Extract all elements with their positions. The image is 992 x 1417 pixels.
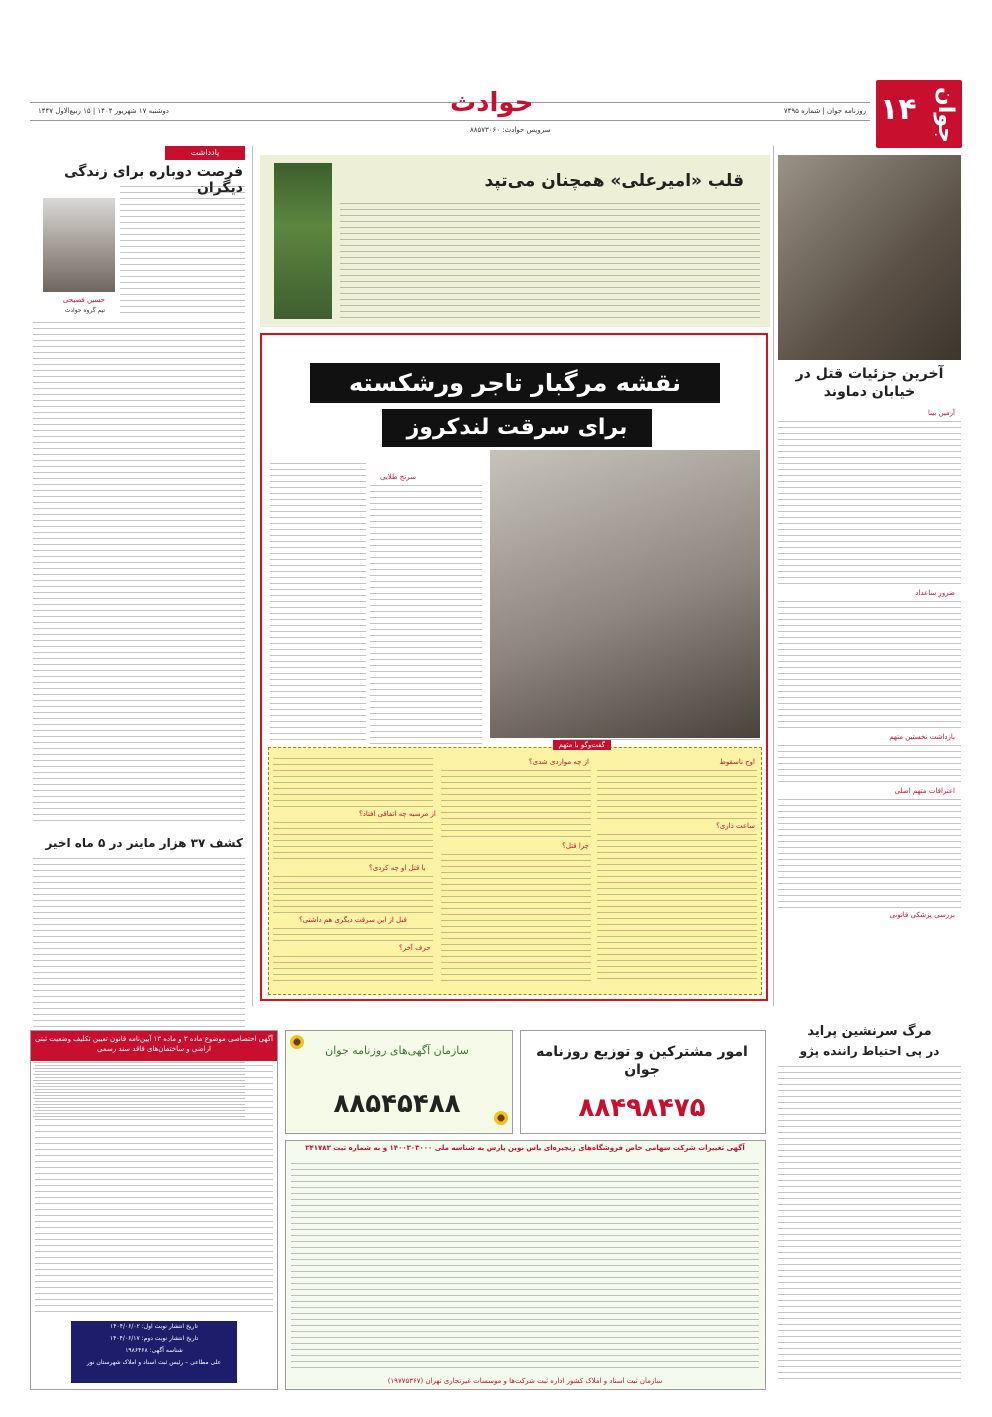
bottom-right-body [778, 1066, 961, 1381]
answer-8 [273, 928, 433, 942]
sunflower-icon-2 [494, 1111, 508, 1125]
bottom-right-title-2: در پی احتیاط راننده پژو [799, 1044, 940, 1058]
land-ad-foot-4: علی مطاعی – رئیس ثبت اسناد و املاک شهرستان نور [86, 1359, 222, 1366]
ads-org-title: سازمان آگهی‌های روزنامه جوان [325, 1044, 469, 1057]
boy-photo [274, 163, 332, 319]
section-title: حوادث [450, 88, 534, 118]
service-phone: سرویس حوادث: ۸۸۵۷۳۰۶۰ [470, 126, 551, 134]
top-story-body [340, 203, 760, 319]
answer-4 [441, 854, 591, 984]
court-photo [490, 450, 760, 738]
logo: جوان [933, 87, 958, 143]
author-photo [43, 198, 115, 292]
land-ad-foot-2: تاریخ انتشار نوبت دوم: ۱۴۰۴/۰۶/۱۷ [109, 1335, 199, 1342]
right-sub-1: ضرورِ ساعداد [915, 589, 955, 597]
land-ad-body [35, 1065, 273, 1315]
right-body-1 [778, 421, 961, 586]
land-ad-footer [71, 1321, 237, 1383]
main-body-col3 [370, 485, 482, 745]
right-body-2 [778, 601, 961, 731]
top-story-title: قلب «امیرعلی» همچنان می‌تپد [484, 171, 744, 191]
miner-news-title: کشف ۳۷ هزار ماینر در ۵ ماه اخیر [45, 836, 243, 850]
company-ad-body [291, 1163, 759, 1373]
issue-line: روزنامه جوان | شماره ۷۴۹۵ [783, 107, 866, 115]
interview-tag: گفت‌وگو با متهم [553, 740, 611, 750]
q3: از چه مواردی شدی؟ [528, 758, 589, 766]
q7: قبل از این سرقت دیگری هم داشتی؟ [299, 916, 407, 924]
right-story-title: آخرین جزئیات قتل در خیابان دماوند [795, 366, 944, 400]
bottom-right-story [778, 1020, 961, 1390]
subscribers-ad-phone: ۸۸۴۹۸۴۷۵ [578, 1093, 706, 1123]
right-sub-2: بازداشت نخستین متهم [889, 733, 955, 741]
top-story [260, 155, 770, 327]
right-body-4 [778, 799, 961, 909]
date-line: دوشنبه ۱۷ شهریور ۱۴۰۴ | ۱۵ ربیع‌الاول ۱۴۴۷ [38, 107, 169, 115]
answer-7 [273, 876, 433, 914]
main-body-col2 [270, 463, 366, 745]
ads-org-phone: ۸۸۵۴۵۴۸۸ [333, 1089, 461, 1119]
right-sub-4: بررسی پزشکی قانونی [889, 911, 955, 919]
suspect-photo [778, 155, 961, 360]
main-title-line-1: نقشه مرگبار تاجر ورشکسته [348, 369, 681, 397]
interview-box [268, 741, 762, 995]
land-ad-foot-3: شناسه آگهی: ۱۹۸۶۴۶۸ [125, 1347, 183, 1354]
land-ad-foot-1: تاریخ انتشار نوبت اول: ۱۴۰۴/۰۶/۰۲ [110, 1323, 198, 1330]
right-sub-3: اعترافات متهم اصلی [894, 787, 955, 795]
main-sub-1: سرنخ طلایی [380, 473, 416, 481]
note-tag: یادداشت [165, 146, 245, 160]
company-ad-title: آگهی تغییرات شرکت سهامی خاص فروشگاه‌های زنجیره‌ای یاس نوین پارس به شناسه ملی ۱۴۰۰۳۰۳۰۰۰ و به شماره ثبت ۳۴۱۷۸۳ [305, 1144, 745, 1152]
author-name: حسین فصیحی [62, 296, 105, 304]
note-column [30, 146, 245, 1006]
main-title-line-2: برای سرقت لندکروز [406, 415, 628, 440]
right-byline: آرمین بینا [927, 409, 955, 417]
subscribers-ad [520, 1030, 766, 1134]
note-title: فرصت دوباره برای زندگی دیگران [64, 164, 243, 196]
q1: اوج ناسقوط [719, 758, 755, 766]
company-ad [285, 1140, 766, 1390]
right-body-3 [778, 745, 961, 785]
subscribers-ad-title: امور مشترکین و توزیع روزنامه جوان [536, 1044, 748, 1078]
q6: با قتل او چه کردی؟ [369, 864, 426, 872]
land-ad-title: آگهی اختصاصی موضوع ماده ۳ و ماده ۱۳ آیین‌نامه قانون تعیین تکلیف وضعیت ثبتی اراضی و ساختمان‌های فاقد سند رسمی [31, 1031, 277, 1061]
right-story [778, 155, 961, 920]
note-body-1 [120, 186, 245, 316]
page-number: ۱۴ [880, 92, 917, 127]
author-role: تیم گروه حوادث [64, 307, 105, 314]
company-ad-footer: سازمان ثبت اسناد و املاک کشور اداره ثبت شرکت‌ها و موسسات غیرتجاری تهران (۱۹۷۷۵۳۶۷) [387, 1377, 663, 1385]
q8: حرف آخر؟ [399, 944, 431, 952]
answer-1 [597, 770, 757, 820]
q5: از مرسبه چه اتفاقی افتاد؟ [359, 810, 436, 818]
answer-2 [597, 834, 757, 984]
ads-org-ad [285, 1030, 513, 1134]
masthead [30, 80, 962, 150]
answer-6 [273, 822, 433, 862]
bottom-right-title-1: مرگ سرنشین پراید [807, 1024, 932, 1039]
note-body-2 [33, 322, 245, 822]
q2: ساعت ذاری؟ [716, 822, 755, 830]
q4: چرا قتل؟ [562, 842, 589, 850]
answer-9 [273, 956, 433, 986]
logo-box [876, 80, 962, 148]
land-ad [30, 1030, 278, 1390]
answer-3 [441, 770, 591, 840]
answer-5 [273, 758, 433, 808]
sunflower-icon [290, 1035, 304, 1049]
